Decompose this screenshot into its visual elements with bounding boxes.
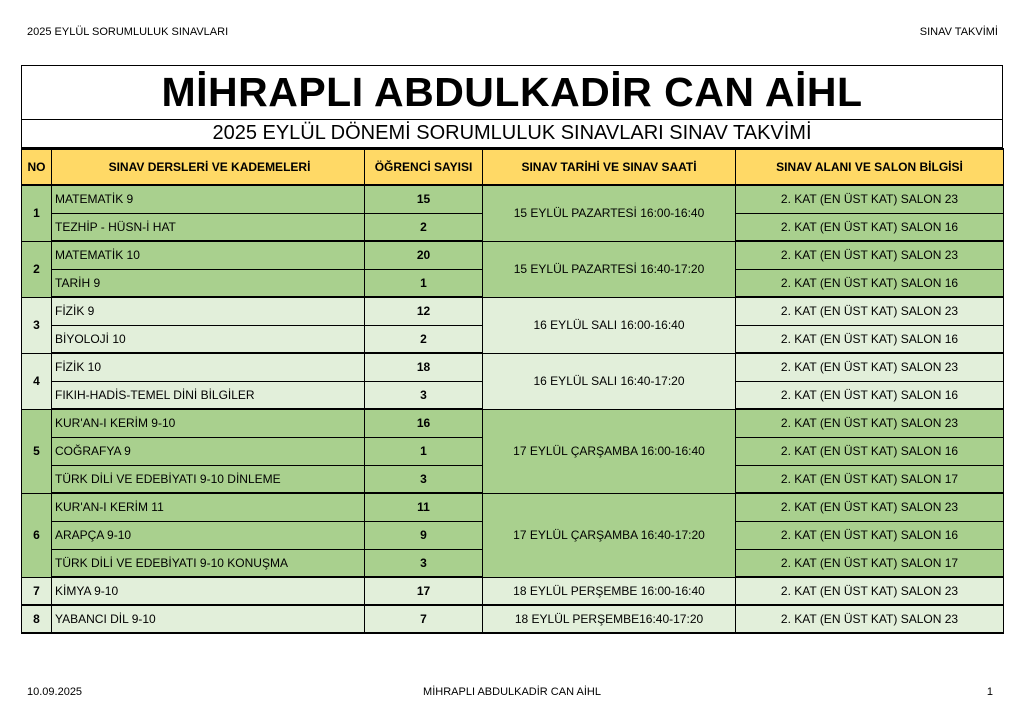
student-count-cell: 2 <box>365 213 483 241</box>
exam-room-cell: 2. KAT (EN ÜST KAT) SALON 23 <box>736 605 1004 633</box>
exam-schedule-table <box>21 148 1004 634</box>
course-cell: FIKIH-HADİS-TEMEL DİNİ BİLGİLER <box>52 381 365 409</box>
table-header-row <box>22 149 1004 185</box>
table-row <box>22 241 1004 269</box>
page-header-right: SINAV TAKVİMİ <box>919 26 998 38</box>
column-header-no: NO <box>22 149 52 185</box>
exam-date-time-cell: 18 EYLÜL PERŞEMBE16:40-17:20 <box>483 605 736 633</box>
group-number-cell: 2 <box>22 241 52 297</box>
page-footer-date: 10.09.2025 <box>27 686 83 698</box>
exam-date-time-cell: 15 EYLÜL PAZARTESİ 16:00-16:40 <box>483 185 736 241</box>
student-count-cell: 9 <box>365 521 483 549</box>
column-header-room: SINAV ALANI VE SALON BİLGİSİ <box>736 149 1004 185</box>
page-footer-school: MİHRAPLI ABDULKADİR CAN AİHL <box>423 686 601 698</box>
column-header-date-time: SINAV TARİHİ VE SINAV SAATİ <box>483 149 736 185</box>
exam-room-cell: 2. KAT (EN ÜST KAT) SALON 23 <box>736 493 1004 521</box>
student-count-cell: 16 <box>365 409 483 437</box>
student-count-cell: 1 <box>365 269 483 297</box>
student-count-cell: 18 <box>365 353 483 381</box>
table-row <box>22 577 1004 605</box>
student-count-cell: 1 <box>365 437 483 465</box>
course-cell: TARİH 9 <box>52 269 365 297</box>
exam-room-cell: 2. KAT (EN ÜST KAT) SALON 16 <box>736 381 1004 409</box>
course-cell: TÜRK DİLİ VE EDEBİYATI 9-10 DİNLEME <box>52 465 365 493</box>
group-number-cell: 6 <box>22 493 52 577</box>
exam-room-cell: 2. KAT (EN ÜST KAT) SALON 17 <box>736 465 1004 493</box>
exam-date-time-cell: 16 EYLÜL SALI 16:00-16:40 <box>483 297 736 353</box>
group-number-cell: 1 <box>22 185 52 241</box>
course-cell: TEZHİP - HÜSN-İ HAT <box>52 213 365 241</box>
student-count-cell: 7 <box>365 605 483 633</box>
course-cell: MATEMATİK 9 <box>52 185 365 213</box>
course-cell: TÜRK DİLİ VE EDEBİYATI 9-10 KONUŞMA <box>52 549 365 577</box>
page-footer-page-number: 1 <box>986 686 993 698</box>
course-cell: BİYOLOJİ 10 <box>52 325 365 353</box>
exam-room-cell: 2. KAT (EN ÜST KAT) SALON 23 <box>736 297 1004 325</box>
course-cell: KİMYA 9-10 <box>52 577 365 605</box>
course-cell: MATEMATİK 10 <box>52 241 365 269</box>
table-row <box>22 605 1004 633</box>
exam-date-time-cell: 17 EYLÜL ÇARŞAMBA 16:40-17:20 <box>483 493 736 577</box>
exam-room-cell: 2. KAT (EN ÜST KAT) SALON 23 <box>736 353 1004 381</box>
exam-room-cell: 2. KAT (EN ÜST KAT) SALON 16 <box>736 269 1004 297</box>
group-number-cell: 8 <box>22 605 52 633</box>
table-row <box>22 409 1004 437</box>
exam-room-cell: 2. KAT (EN ÜST KAT) SALON 16 <box>736 213 1004 241</box>
table-row <box>22 185 1004 213</box>
group-number-cell: 4 <box>22 353 52 409</box>
course-cell: ARAPÇA 9-10 <box>52 521 365 549</box>
column-header-student-count: ÖĞRENCİ SAYISI <box>365 149 483 185</box>
exam-room-cell: 2. KAT (EN ÜST KAT) SALON 16 <box>736 325 1004 353</box>
course-cell: FİZİK 10 <box>52 353 365 381</box>
course-cell: KUR'AN-I KERİM 9-10 <box>52 409 365 437</box>
exam-room-cell: 2. KAT (EN ÜST KAT) SALON 23 <box>736 185 1004 213</box>
exam-room-cell: 2. KAT (EN ÜST KAT) SALON 17 <box>736 549 1004 577</box>
exam-room-cell: 2. KAT (EN ÜST KAT) SALON 23 <box>736 409 1004 437</box>
table-row <box>22 493 1004 521</box>
exam-date-time-cell: 18 EYLÜL PERŞEMBE 16:00-16:40 <box>483 577 736 605</box>
student-count-cell: 3 <box>365 549 483 577</box>
student-count-cell: 17 <box>365 577 483 605</box>
exam-date-time-cell: 17 EYLÜL ÇARŞAMBA 16:00-16:40 <box>483 409 736 493</box>
group-number-cell: 5 <box>22 409 52 493</box>
student-count-cell: 3 <box>365 465 483 493</box>
student-count-cell: 20 <box>365 241 483 269</box>
exam-room-cell: 2. KAT (EN ÜST KAT) SALON 23 <box>736 577 1004 605</box>
exam-room-cell: 2. KAT (EN ÜST KAT) SALON 16 <box>736 437 1004 465</box>
course-cell: FİZİK 9 <box>52 297 365 325</box>
table-row <box>22 353 1004 381</box>
group-number-cell: 3 <box>22 297 52 353</box>
course-cell: KUR'AN-I KERİM 11 <box>52 493 365 521</box>
course-cell: YABANCI DİL 9-10 <box>52 605 365 633</box>
group-number-cell: 7 <box>22 577 52 605</box>
table-row <box>22 297 1004 325</box>
exam-room-cell: 2. KAT (EN ÜST KAT) SALON 23 <box>736 241 1004 269</box>
student-count-cell: 15 <box>365 185 483 213</box>
student-count-cell: 2 <box>365 325 483 353</box>
school-title: MİHRAPLI ABDULKADİR CAN AİHL <box>22 66 1002 120</box>
schedule-sheet <box>21 65 1003 634</box>
student-count-cell: 11 <box>365 493 483 521</box>
student-count-cell: 3 <box>365 381 483 409</box>
course-cell: COĞRAFYA 9 <box>52 437 365 465</box>
exam-date-time-cell: 16 EYLÜL SALI 16:40-17:20 <box>483 353 736 409</box>
page-header-left: 2025 EYLÜL SORUMLULUK SINAVLARI <box>27 26 229 38</box>
exam-room-cell: 2. KAT (EN ÜST KAT) SALON 16 <box>736 521 1004 549</box>
schedule-subtitle: 2025 EYLÜL DÖNEMİ SORUMLULUK SINAVLARI SINAV TAKVİMİ <box>22 120 1002 148</box>
student-count-cell: 12 <box>365 297 483 325</box>
column-header-courses: SINAV DERSLERİ VE KADEMELERİ <box>52 149 365 185</box>
exam-date-time-cell: 15 EYLÜL PAZARTESİ 16:40-17:20 <box>483 241 736 297</box>
table-body <box>22 185 1004 633</box>
